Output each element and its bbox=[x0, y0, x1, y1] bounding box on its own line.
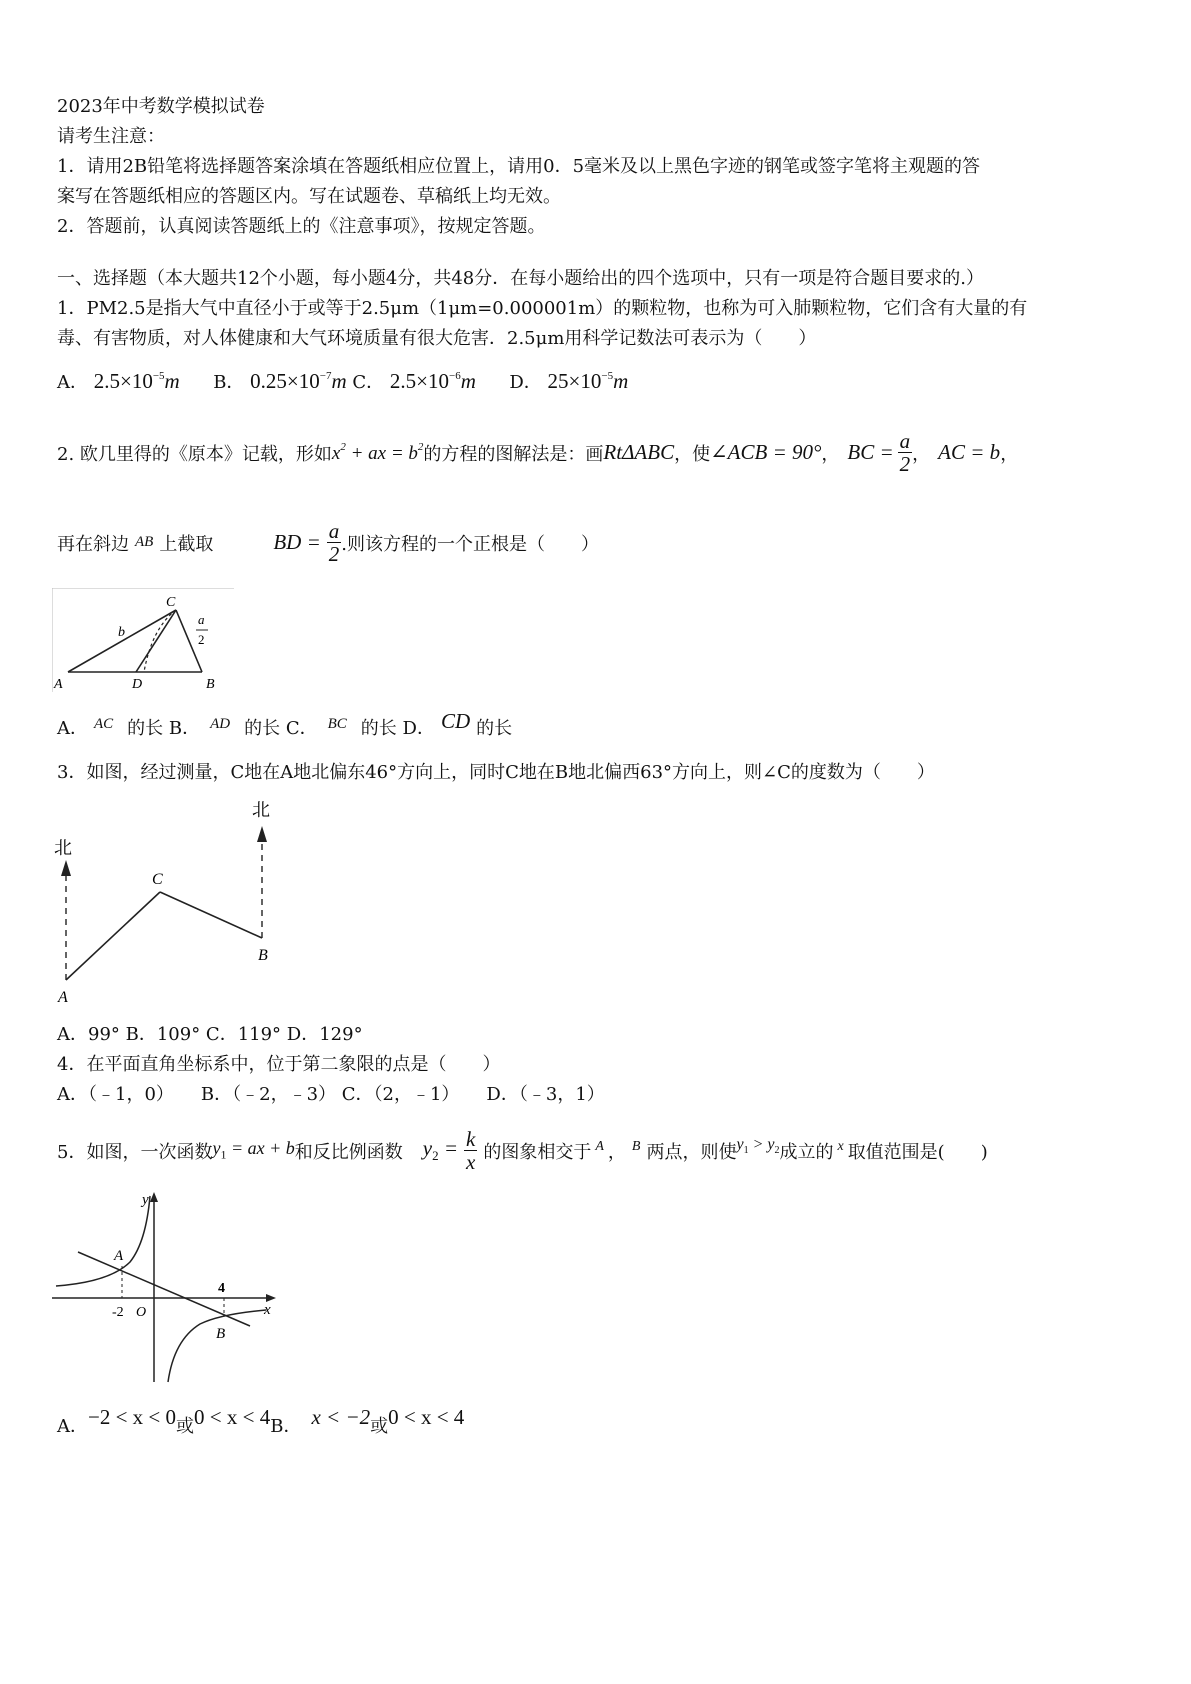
q1-line2: 毒、有害物质，对人体健康和大气环境质量有很大危害．2.5μm用科学记数法可表示为（ ） bbox=[57, 328, 817, 349]
fig2-label-b-side: b bbox=[118, 625, 125, 640]
notice-1: 1．请用2B铅笔将选择题答案涂填在答题纸相应位置上，请用0．5毫米及以上黑色字迹的钢笔或签字笔将主观题的答 bbox=[57, 156, 981, 177]
fig3-label-b: B bbox=[258, 947, 268, 964]
notice-1-cont: 案写在答题纸相应的答题区内。写在试题卷、草稿纸上均无效。 bbox=[57, 186, 561, 207]
q3-direction-figure bbox=[52, 796, 292, 1010]
q1-opt-c-label: C． bbox=[352, 372, 385, 393]
q2-bd-fraction: $\frac{a}{2}$ bbox=[328, 519, 340, 566]
q1-opt-b: $0.25\times 10^{-7}m$ bbox=[250, 369, 347, 393]
q5-fraction: $\frac{k}{x}$ bbox=[466, 1127, 476, 1174]
fig5-label-a: A bbox=[114, 1248, 124, 1264]
q2-triangle-figure bbox=[52, 588, 234, 692]
fig2-label-a-num: a bbox=[198, 612, 205, 627]
q5-options: A． −2 < x < 0 或 0 < x < 4 B． x < −2 或 0 < x < 4 bbox=[57, 1405, 465, 1437]
fig5-label-o: O bbox=[136, 1305, 147, 1320]
q2-equation: $x^2$ + ax = $b^2$ bbox=[331, 440, 424, 464]
q2-angle: ∠ACB = 90° bbox=[710, 440, 822, 464]
fig2-label-a: A bbox=[54, 677, 63, 692]
fig3-north-left: 北 bbox=[54, 838, 72, 858]
fig2-label-b: B bbox=[206, 677, 215, 692]
q5-text: 5．如图，一次函数 $y_1$ = ax + b 和反比例函数 $y_2$ = $\frac{k}{x}$ 的图象相交于 A ， B 两点，则使 $y_1 > y_2$ 成立的 x 取值范围是( ) bbox=[57, 1127, 988, 1174]
fig2-label-d: D bbox=[132, 677, 143, 692]
fig5-label-x: x bbox=[264, 1302, 271, 1318]
fig3-label-c: C bbox=[152, 871, 163, 888]
q3-options: A．99° B．109° C．119° D．129° bbox=[57, 1024, 363, 1045]
q2-bc-fraction: $\frac{a}{2}$ bbox=[899, 429, 911, 476]
q3-text: 3．如图，经过测量，C地在A地北偏东46°方向上，同时C地在B地北偏西63°方向上，则∠C的度数为（ ） bbox=[57, 762, 935, 783]
q1-opt-d-label: D． bbox=[509, 372, 542, 393]
q2-triangle: RtΔABC bbox=[603, 440, 675, 464]
q2-line2: 再在斜边 AB 上截取 BD = $\frac{a}{2}$ .则该方程的一个正根是（ ） bbox=[57, 519, 599, 566]
exam-title: 2023年中考数学模拟试卷 bbox=[57, 96, 265, 117]
notice-title: 请考生注意： bbox=[57, 126, 165, 147]
q1-opt-a-label: A． bbox=[57, 372, 88, 393]
q4-text: 4．在平面直角坐标系中，位于第二象限的点是（ ） bbox=[57, 1054, 501, 1075]
fig3-north-right: 北 bbox=[252, 800, 270, 820]
q1-line1: 1．PM2.5是指大气中直径小于或等于2.5μm（1μm=0.000001m）的颗粒物，也称为可入肺颗粒物，它们含有大量的有 bbox=[57, 298, 1028, 319]
q5-graph bbox=[50, 1190, 286, 1386]
fig5-label-b: B bbox=[216, 1326, 226, 1342]
fig2-label-2: 2 bbox=[198, 632, 205, 647]
q5-linear: $y_1$ = ax + b bbox=[212, 1138, 295, 1162]
fig5-label-4: 4 bbox=[218, 1281, 225, 1296]
q1-options bbox=[57, 368, 628, 394]
q2-line1: 2. 欧几里得的《原本》记载，形如 $x^2$ + ax = $b^2$ 的方程的图解法是：画 RtΔABC ，使 ∠ACB = 90° ， BC = $\frac{a}{2}$ ， AC = b ， bbox=[57, 429, 1019, 476]
fig3-label-a: A bbox=[58, 989, 68, 1006]
fig2-label-c: C bbox=[166, 595, 176, 610]
q2-bd: BD = bbox=[273, 530, 321, 554]
q2-ac: AC = b bbox=[938, 440, 1001, 464]
q1-opt-b-label: B． bbox=[213, 372, 245, 393]
q5-compare: $y_1 > y_2$ bbox=[736, 1136, 780, 1157]
q2-options: A． AC 的长 B． AD 的长 C． BC 的长 D． CD 的长 bbox=[57, 709, 513, 739]
notice-2: 2．答题前，认真阅读答题纸上的《注意事项》，按规定答题。 bbox=[57, 216, 546, 237]
q1-opt-c: $2.5\times 10^{-6}m$ bbox=[389, 369, 476, 393]
q5-inverse: $y_2$ = bbox=[422, 1136, 458, 1164]
q1-opt-d: $25\times 10^{-5}m$ bbox=[547, 369, 629, 393]
q2-bc: BC = bbox=[847, 440, 894, 464]
fig5-label-neg2: -2 bbox=[112, 1305, 124, 1320]
fig5-label-y: y bbox=[142, 1192, 149, 1208]
section-heading: 一、选择题（本大题共12个小题，每小题4分，共48分．在每小题给出的四个选项中，只有一项是符合题目要求的.） bbox=[57, 268, 984, 289]
q1-opt-a: $2.5\times 10^{-5}m$ bbox=[93, 369, 180, 393]
q4-options: A．（﹣1，0） B．（﹣2，﹣3） C．（2，﹣1） D．（﹣3，1） bbox=[57, 1084, 605, 1105]
